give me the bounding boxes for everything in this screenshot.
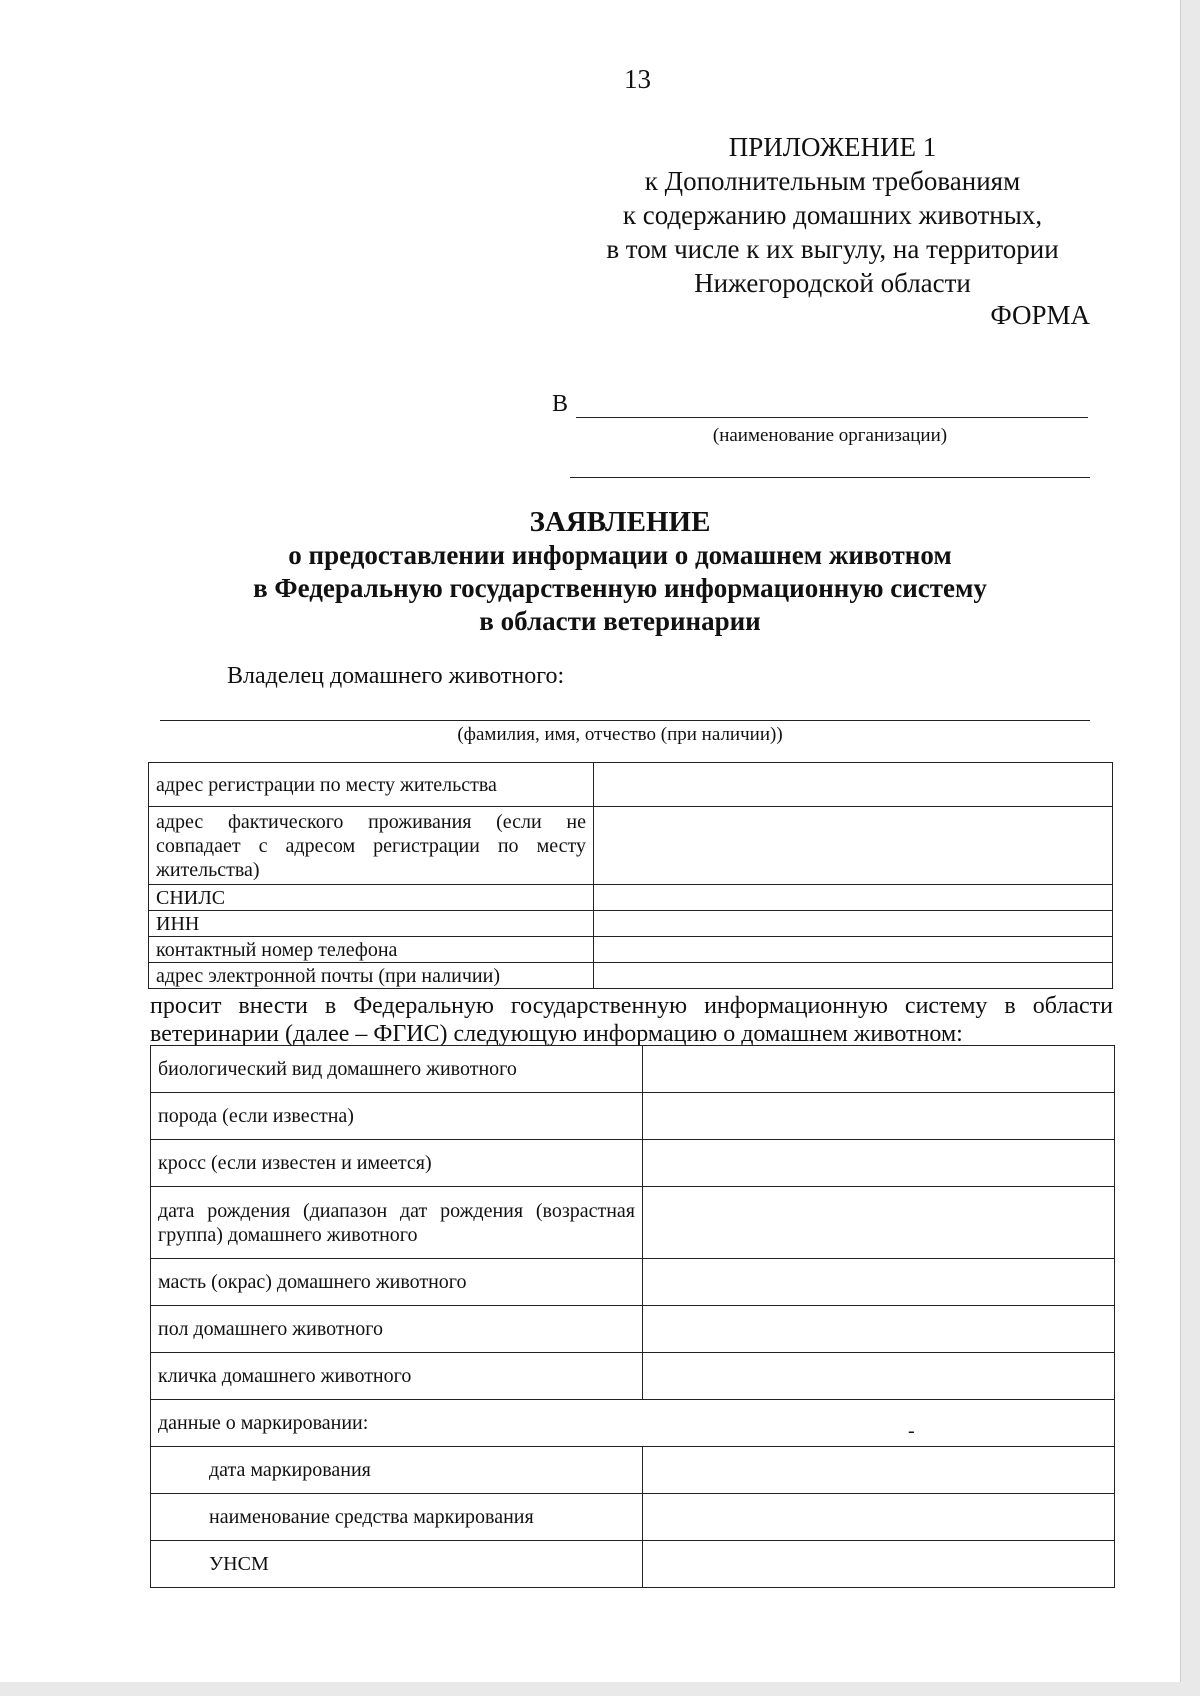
table-row — [149, 937, 1113, 963]
table-row — [151, 1306, 1115, 1353]
owner-name-caption: (фамилия, имя, отчество (при наличии)) — [457, 724, 783, 745]
appendix-line: Нижегородской области — [694, 268, 971, 298]
appendix-line: к Дополнительным требованиям — [644, 166, 1021, 196]
owner-field-value[interactable] — [594, 807, 1113, 885]
appendix-header — [560, 130, 1105, 300]
title-subline: в области ветеринарии — [479, 606, 761, 636]
animal-field-value[interactable] — [643, 1353, 1115, 1400]
owner-field-label: ИНН — [149, 911, 594, 937]
animal-field-label: дата маркирования — [151, 1447, 643, 1494]
animal-field-value[interactable] — [643, 1447, 1115, 1494]
animal-field-value[interactable] — [643, 1140, 1115, 1187]
table-row — [151, 1187, 1115, 1259]
animal-field-value[interactable] — [643, 1187, 1115, 1259]
title-subline: в Федеральную государственную информационную систему — [253, 573, 987, 603]
table-row — [151, 1093, 1115, 1140]
table-row — [151, 1140, 1115, 1187]
title-subline: о предоставлении информации о домашнем животном — [288, 540, 952, 570]
table-row — [151, 1541, 1115, 1588]
animal-field-value[interactable] — [643, 1306, 1115, 1353]
table-row — [149, 763, 1113, 807]
owner-field-label: адрес электронной почты (при наличии) — [149, 963, 594, 989]
animal-field-value[interactable] — [643, 1259, 1115, 1306]
animal-field-label: порода (если известна) — [151, 1093, 643, 1140]
request-text: просит внести в Федеральную государственную информационную систему в области ветеринарии (далее – ФГИС) следующую информацию о домашнем животном: — [150, 993, 1113, 1047]
animal-field-label: кличка домашнего животного — [151, 1353, 643, 1400]
animal-info-table — [150, 1045, 1115, 1588]
form-label: ФОРМА — [990, 300, 1090, 330]
page-number: 13 — [624, 64, 651, 94]
owner-field-value[interactable] — [594, 763, 1113, 807]
animal-field-label: пол домашнего животного — [151, 1306, 643, 1353]
table-row — [149, 885, 1113, 911]
owner-field-label: адрес регистрации по месту жительства — [149, 763, 594, 807]
animal-field-label: масть (окрас) домашнего животного — [151, 1259, 643, 1306]
animal-field-label: дата рождения (диапазон дат рождения (возрастная группа) домашнего животного — [151, 1187, 643, 1259]
recipient-prefix: В — [552, 391, 569, 417]
owner-info-table — [148, 762, 1113, 989]
organization-second-line[interactable] — [570, 452, 1090, 478]
table-row — [151, 1259, 1115, 1306]
animal-field-value[interactable] — [643, 1093, 1115, 1140]
owner-field-value[interactable] — [594, 885, 1113, 911]
animal-field-label: УНСМ — [151, 1541, 643, 1588]
marking-dash: - — [908, 1420, 915, 1442]
table-row — [151, 1400, 1115, 1447]
table-row — [149, 963, 1113, 989]
organization-caption: (наименование организации) — [712, 425, 948, 446]
table-row — [151, 1494, 1115, 1541]
animal-field-value[interactable] — [643, 1494, 1115, 1541]
owner-label: Владелец домашнего животного: — [227, 663, 565, 689]
owner-field-label: СНИЛС — [149, 885, 594, 911]
animal-field-value[interactable] — [643, 1046, 1115, 1093]
appendix-line: в том числе к их выгулу, на территории — [606, 234, 1059, 264]
appendix-line: ПРИЛОЖЕНИЕ 1 — [728, 132, 937, 162]
owner-field-value[interactable] — [594, 911, 1113, 937]
animal-field-label: кросс (если известен и имеется) — [151, 1140, 643, 1187]
table-row — [151, 1353, 1115, 1400]
owner-field-label: адрес фактического проживания (если не совпадает с адресом регистрации по месту жительства) — [149, 807, 594, 885]
document-title — [150, 505, 1090, 638]
animal-field-label: данные о маркировании: — [151, 1400, 1115, 1447]
animal-field-value[interactable] — [643, 1541, 1115, 1588]
owner-name-line[interactable] — [160, 695, 1090, 721]
table-row — [149, 911, 1113, 937]
organization-name-line[interactable] — [576, 392, 1088, 418]
animal-field-label: биологический вид домашнего животного — [151, 1046, 643, 1093]
appendix-line: к содержанию домашних животных, — [622, 200, 1043, 230]
owner-field-value[interactable] — [594, 963, 1113, 989]
owner-field-label: контактный номер телефона — [149, 937, 594, 963]
title-main: ЗАЯВЛЕНИЕ — [529, 506, 711, 538]
owner-field-value[interactable] — [594, 937, 1113, 963]
table-row — [151, 1046, 1115, 1093]
animal-field-label: наименование средства маркирования — [151, 1494, 643, 1541]
table-row — [151, 1447, 1115, 1494]
table-row — [149, 807, 1113, 885]
